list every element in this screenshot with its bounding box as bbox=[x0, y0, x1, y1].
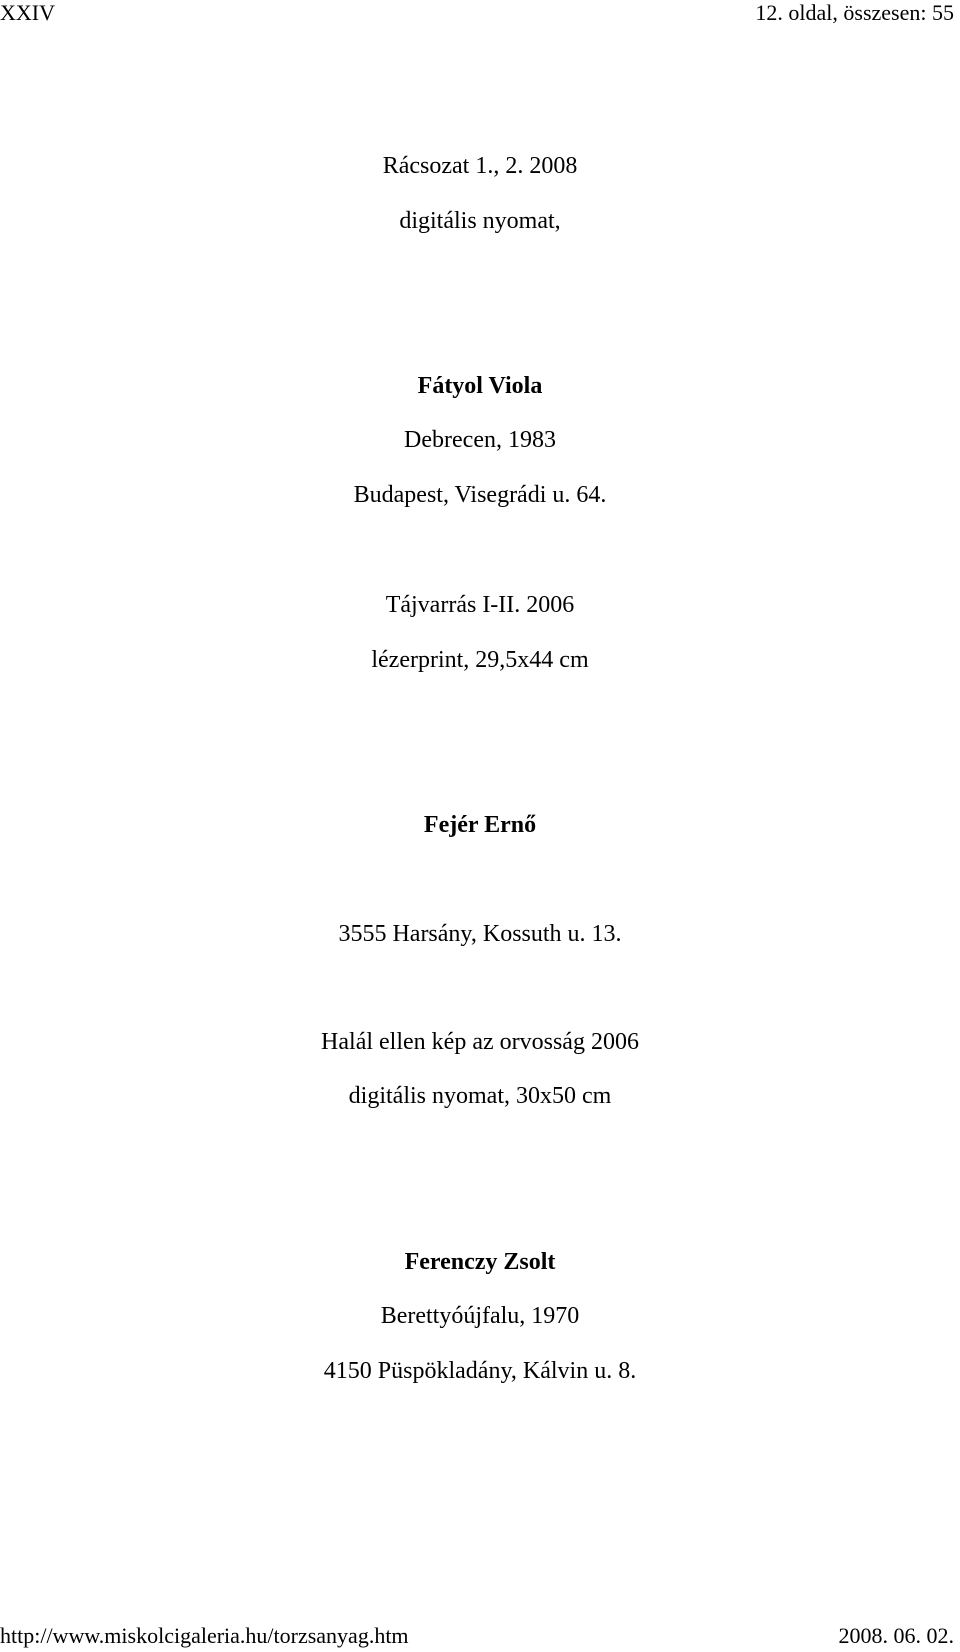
artist-address: Budapest, Visegrádi u. 64. bbox=[353, 482, 607, 508]
artist-name: Fejér Ernő bbox=[423, 812, 537, 838]
artwork-title-line: Tájvarrás I-II. 2006 bbox=[385, 592, 575, 618]
page-header-roman-numeral: XXIV bbox=[0, 0, 55, 25]
artwork-medium: lézerprint, 29,5x44 cm bbox=[371, 647, 589, 673]
artwork-title-line: Rácsozat 1., 2. 2008 bbox=[382, 153, 578, 179]
artwork-medium: digitális nyomat, 30x50 cm bbox=[348, 1083, 612, 1109]
page-footer-url: http://www.miskolcigaleria.hu/torzsanyag.htm bbox=[0, 1623, 409, 1648]
page-header-page-count: 12. oldal, összesen: 55 bbox=[755, 0, 954, 25]
artwork-title-line: Halál ellen kép az orvosság 2006 bbox=[321, 1029, 639, 1055]
artwork-medium: digitális nyomat, bbox=[399, 208, 561, 234]
page-footer-date: 2008. 06. 02. bbox=[838, 1623, 954, 1648]
artist-address: 4150 Püspökladány, Kálvin u. 8. bbox=[323, 1358, 637, 1384]
artist-birth: Berettyóújfalu, 1970 bbox=[380, 1303, 580, 1329]
artist-name: Fátyol Viola bbox=[417, 373, 543, 399]
artist-birth: Debrecen, 1983 bbox=[404, 427, 556, 453]
artist-name: Ferenczy Zsolt bbox=[404, 1249, 556, 1275]
artist-address: 3555 Harsány, Kossuth u. 13. bbox=[338, 921, 622, 947]
